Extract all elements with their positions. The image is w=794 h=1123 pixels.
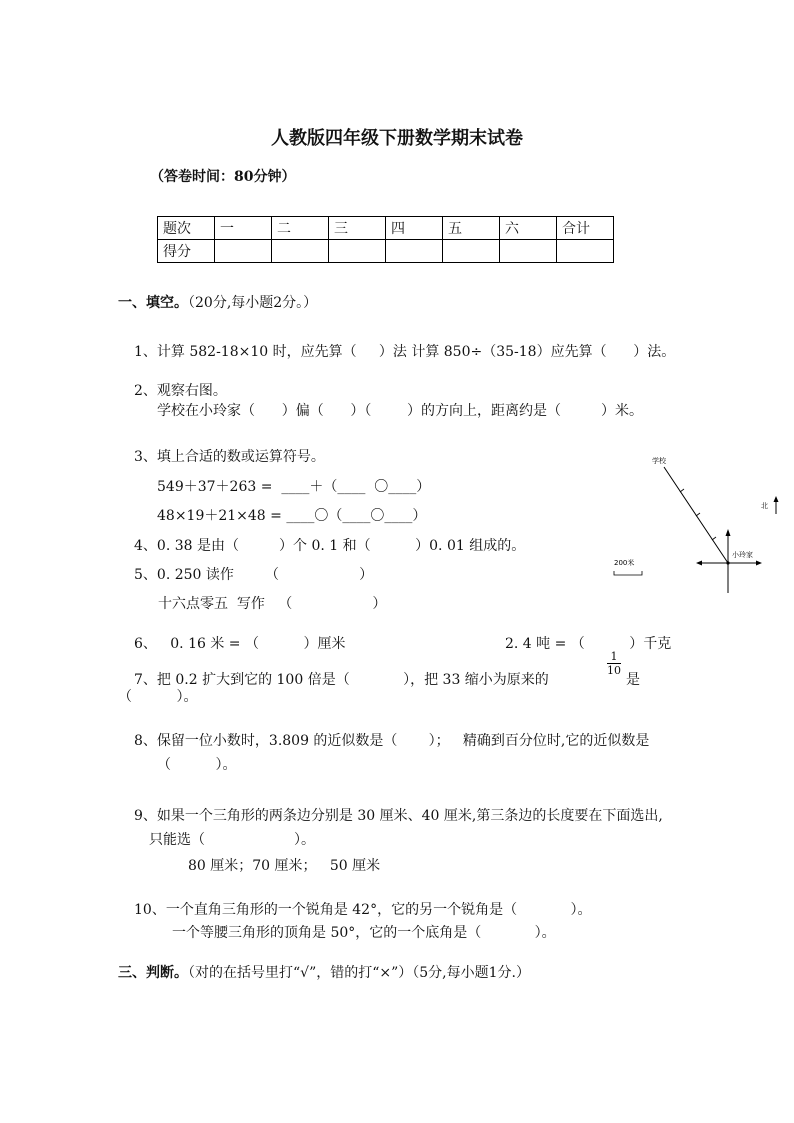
question-9-line-2: 只能选（ ）。: [149, 832, 316, 848]
question-10-line-2: 一个等腰三角形的顶角是 50°，它的一个底角是（ ）。: [172, 925, 556, 941]
score-cell-header: 六: [500, 217, 557, 240]
score-table-header-row: [158, 217, 614, 240]
section-1-title: 一、填空。: [118, 295, 188, 311]
scale-label: 200米: [614, 559, 635, 567]
exam-duration: （答卷时间：80分钟）: [150, 169, 296, 185]
direction-map: [600, 450, 784, 595]
question-3-line-2: 549＋37＋263 = ____＋（____ 〇____）: [157, 479, 431, 495]
question-4: 4、0. 38 是由（ ）个 0. 1 和（ ）0. 01 组成的。: [134, 538, 526, 554]
north-indicator-arrowhead: [774, 496, 779, 502]
section-3-heading: [118, 962, 530, 982]
score-cell-header: 一: [215, 217, 272, 240]
school-route-line: [664, 467, 728, 563]
question-2-line-2: 学校在小玲家（ ）偏（ ）（ ）的方向上，距离约是（ ）米。: [157, 403, 644, 419]
question-3-line-1: 3、填上合适的数或运算符号。: [134, 449, 325, 465]
route-tick: [712, 537, 716, 540]
question-1: 1、计算 582-18×10 时，应先算（ ）法 计算 850÷（35-18）应先算（ ）法。: [134, 344, 676, 360]
section-3-title: 三、判断。: [118, 965, 188, 981]
score-cell-header: 五: [443, 217, 500, 240]
route-tick: [696, 513, 700, 516]
question-7-line-1: 7、把 0.2 扩大到它的 100 倍是（ ），把 33 缩小为原来的: [134, 672, 549, 688]
section-1-note: （20分,每小题2分。）: [188, 295, 318, 311]
score-cell-header: 三: [329, 217, 386, 240]
question-5-line-1: 5、0. 250 读作 （ ）: [134, 567, 374, 583]
score-cell-header: 合计: [557, 217, 614, 240]
scale-bar: [614, 571, 642, 575]
score-cell-header: 二: [272, 217, 329, 240]
page-title: 人教版四年级下册数学期末试卷: [271, 128, 523, 149]
question-9-options: 80 厘米；70 厘米； 50 厘米: [188, 858, 381, 874]
score-table: [157, 216, 614, 263]
fraction-numerator: 1: [610, 650, 618, 663]
question-8-line-1: 8、保留一位小数时，3.809 的近似数是（ ）； 精确到百分位时,它的近似数是: [134, 733, 650, 749]
score-row-label: 得分: [158, 240, 215, 263]
score-cell-empty: [557, 240, 614, 263]
question-6-right: 2. 4 吨 = （ ）千克: [505, 636, 672, 652]
score-cell-header: 题次: [158, 217, 215, 240]
home-point: [726, 561, 729, 564]
question-8-line-2: （ ）。: [157, 757, 237, 773]
score-cell-empty: [215, 240, 272, 263]
west-arrowhead: [696, 561, 702, 566]
question-3-line-3: 48×19＋21×48 = ____〇（____〇____）: [157, 508, 427, 524]
question-9-line-1: 9、如果一个三角形的两条边分别是 30 厘米、40 厘米,第三条边的长度要在下面选出,: [134, 808, 663, 824]
route-tick: [680, 489, 684, 492]
north-label: 北: [761, 502, 768, 510]
section-3-note: （对的在括号里打“√”，错的打“×”）（5分,每小题1分.）: [188, 965, 530, 981]
question-7-line-2: （ ）。: [118, 689, 198, 705]
home-label: 小玲家: [732, 551, 753, 559]
question-5-line-2: 十六点零五 写作 （ ）: [158, 596, 387, 612]
question-10-line-1: 10、一个直角三角形的一个锐角是 42°，它的另一个锐角是（ ）。: [134, 902, 592, 918]
fraction-denominator: 10: [607, 664, 621, 677]
score-cell-empty: [500, 240, 557, 263]
score-cell-empty: [272, 240, 329, 263]
score-table-score-row: [158, 240, 614, 263]
score-cell-empty: [443, 240, 500, 263]
east-arrowhead: [756, 561, 762, 566]
fraction-one-tenth: [607, 650, 621, 677]
score-cell-empty: [386, 240, 443, 263]
school-label: 学校: [652, 457, 666, 465]
section-1-heading: [118, 292, 317, 312]
score-cell-header: 四: [386, 217, 443, 240]
score-cell-empty: [329, 240, 386, 263]
question-7-suffix: 是: [626, 672, 640, 688]
question-2-line-1: 2、观察右图。: [134, 383, 227, 399]
north-arrowhead: [726, 529, 731, 536]
question-6-left: 6、 0. 16 米 = （ ）厘米: [134, 636, 346, 652]
